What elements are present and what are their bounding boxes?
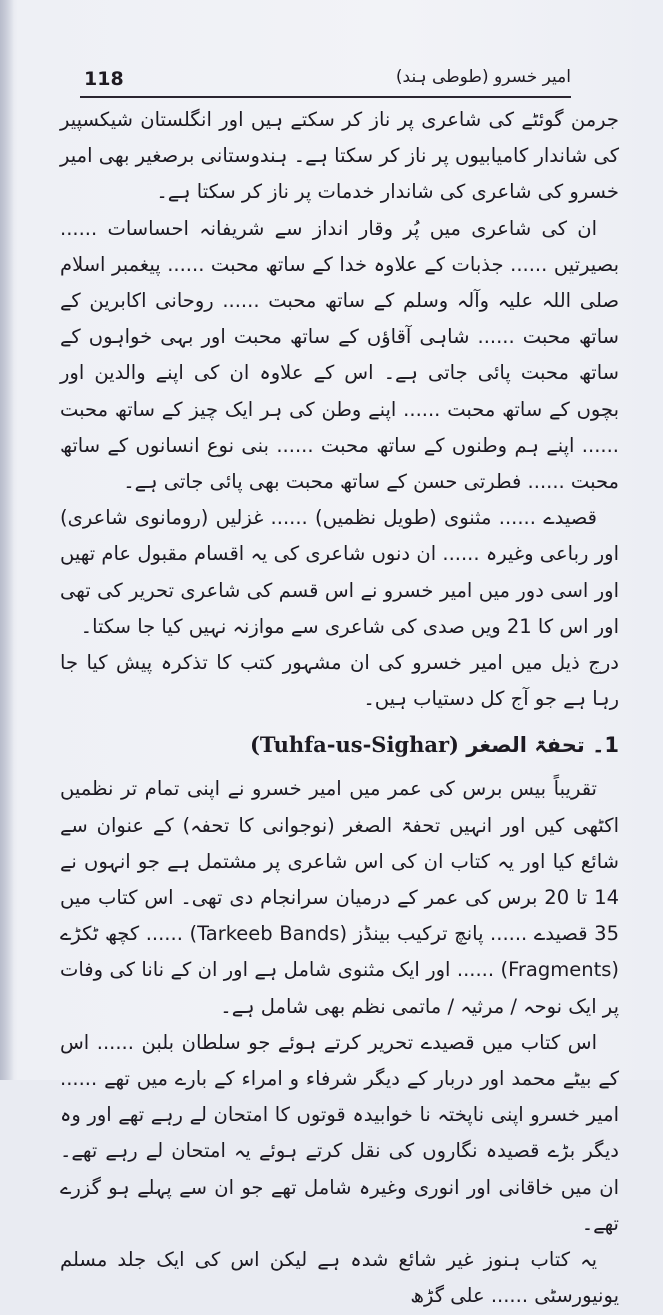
- section-heading-latin: (Tuhfa-us-Sighar): [249, 732, 459, 758]
- paragraph-tuhfa-unpublished: یہ کتاب ہنوز غیر شائع شدہ ہے لیکن اس کی ایک جلد مسلم یونیورسٹی ...... علی گڑھ: [60, 1248, 619, 1308]
- page-body: [60, 102, 619, 1315]
- section-heading: [60, 725, 619, 765]
- page-header: [80, 66, 571, 98]
- section-heading-urdu: 1۔ تحفۃ الصغر: [466, 733, 619, 758]
- running-title: امیر خسرو (طوطی ہند): [395, 67, 571, 87]
- paragraph-tuhfa-qasidas: اس کتاب میں قصیدے تحریر کرتے ہوئے جو سلطان بلبن ...... اس کے بیٹے محمد اور دربار کے دیگر شرفاء و امراء کے بارے میں تھے ...... امیر خسرو اپنی ناپختہ نا خوابیدہ قوتوں کا امتحان لے رہے تھے اور وہ دیگر بڑے قصیدہ نگاروں کی نقل کرتے ہوئے یہ امتحان لے رہے تھے۔ ان میں خاقانی اور انوری وغیرہ شامل تھے جو ان سے پہلے ہو گزرے تھے۔: [60, 1030, 619, 1235]
- paragraph-tuhfa-description: تقریباً بیس برس کی عمر میں امیر خسرو نے اپنی تمام تر نظمیں اکٹھی کیں اور انہیں تحفۃ الصغر (نوجوانی کا تحفہ) کے عنوان سے شائع کیا اور یہ کتاب ان کی اس شاعری پر مشتمل ہے جو انہوں نے 14 تا 20 برس کی عمر کے درمیان سرانجام دی تھی۔ اس کتاب میں 35 قصیدے ...... پانچ ترکیب بینڈز (Tarkeeb Bands) ...... کچھ ٹکڑے (Fragments) ...... اور ایک مثنوی شامل ہے اور ان کے نانا کی وفات پر ایک نوحہ / مرثیہ / ماتمی نظم بھی شامل ہے۔: [60, 777, 620, 1018]
- paragraph-themes: ان کی شاعری میں پُر وقار انداز سے شریفانہ احساسات ...... بصیرتیں ...... جذبات کے علاوہ خدا کے ساتھ محبت ...... پیغمبر اسلام صلی اللہ علیہ وآلہ وسلم کے ساتھ محبت ...... روحانی اکابرین کے ساتھ محبت ...... شاہی آقاؤں کے ساتھ محبت اور بہی خواہوں کے ساتھ محبت پائی جاتی ہے۔ اس کے علاوہ ان کی اپنے والدین اور بچوں کے ساتھ محبت ...... اپنے وطن کی ہر ایک چیز کے ساتھ محبت ...... اپنے ہم وطنوں کے ساتھ محبت ...... بنی نوع انسانوں کے ساتھ محبت ...... فطرتی حسن کے ساتھ محبت بھی پائی جاتی ہے۔: [60, 216, 619, 494]
- paragraph-genres: قصیدے ...... مثنوی (طویل نظمیں) ...... غزلیں (رومانوی شاعری) اور رباعی وغیرہ ...... ان دنوں شاعری کی یہ اقسام مقبول عام تھیں اور اسی دور میں امیر خسرو نے اس قسم کی شاعری تحریر کی تھی اور اس کا 21 ویں صدی کی شاعری سے موازنہ نہیں کیا جا سکتا۔: [60, 506, 619, 638]
- paragraph-intro: جرمن گوئٹے کی شاعری پر ناز کر سکتے ہیں اور انگلستان شیکسپیر کی شاندار کامیابیوں پر ناز کر سکتا ہے۔ ہندوستانی برصغیر بھی امیر خسرو کی شاعری کی شاندار خدمات پر ناز کر سکتا ہے۔: [60, 108, 619, 204]
- paragraph-books-intro: درج ذیل میں امیر خسرو کی ان مشہور کتب کا تذکرہ پیش کیا جا رہا ہے جو آج کل دستیاب ہیں۔: [60, 651, 619, 711]
- page-number: 118: [84, 68, 124, 90]
- spine-shadow: [0, 0, 14, 1080]
